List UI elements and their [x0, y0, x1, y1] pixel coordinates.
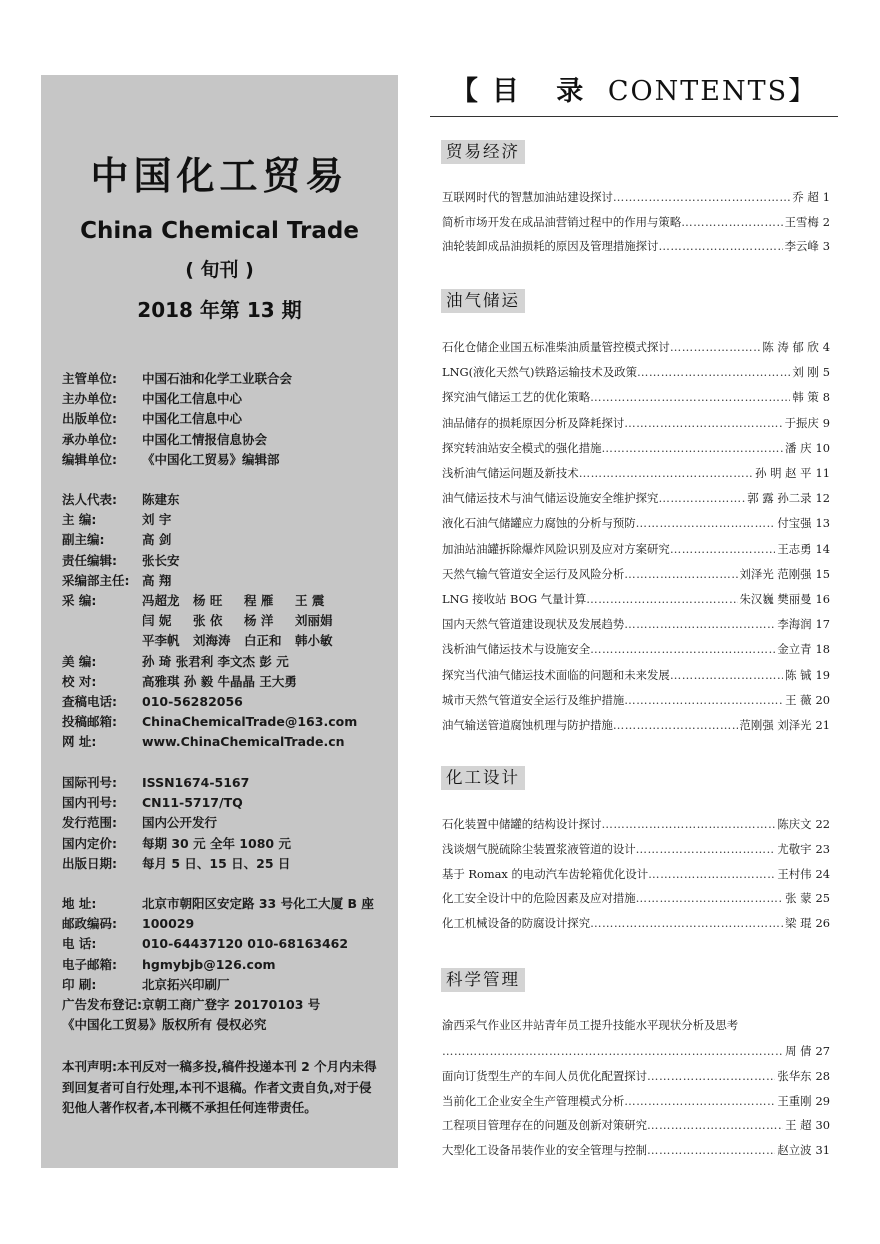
field-value: 中国化工信息中心 — [142, 411, 243, 427]
toc-entry[interactable] — [442, 513, 830, 533]
field-label: 查稿电话: — [62, 693, 117, 709]
leader-dots — [647, 1066, 775, 1086]
masthead-panel — [41, 75, 398, 1168]
unit-row — [62, 450, 392, 470]
toc-entry-title: 液化石油气储罐应力腐蚀的分析与预防 — [442, 516, 636, 531]
toc-entry-title: 石化装置中储罐的结构设计探讨 — [442, 817, 602, 831]
field-value: 孙 琦 张君利 李文杰 彭 元 — [142, 653, 289, 669]
contact-row — [62, 934, 392, 954]
field-value: 国内公开发行 — [142, 815, 218, 831]
toc-entry-author: 陈 铖 — [785, 667, 812, 682]
field-label: 发行范围: — [62, 815, 117, 831]
toc-entry[interactable] — [442, 1115, 830, 1135]
toc-entry-page: 14 — [815, 541, 830, 556]
contents-heading-en: CONTENTS】 — [607, 76, 818, 107]
toc-entry[interactable] — [442, 212, 830, 232]
contact-row — [62, 975, 392, 995]
toc-entry[interactable] — [442, 413, 830, 433]
editor-name: 白正和 — [244, 633, 282, 649]
editor-name: 杨 旺 — [193, 592, 223, 608]
toc-entry-author: 王 薇 — [785, 692, 812, 707]
field-label: 主办单位: — [62, 391, 117, 407]
toc-entry[interactable] — [442, 539, 830, 559]
leader-dots — [590, 387, 790, 407]
toc-entry-title: 油气储运技术与油气储运设施安全维护探究 — [442, 491, 659, 506]
staff-row — [62, 530, 392, 550]
toc-entry[interactable] — [442, 614, 830, 634]
field-label: 印 刷: — [62, 976, 97, 992]
toc-entry-page: 31 — [815, 1143, 830, 1158]
toc-entry-title: 加油站油罐拆除爆炸风险识别及应对方案研究 — [442, 541, 670, 556]
leader-dots — [681, 212, 782, 232]
toc-entry[interactable] — [442, 187, 830, 207]
toc-entry-page: 29 — [815, 1093, 830, 1108]
field-value: 中国石油和化学工业联合会 — [142, 371, 293, 386]
toc-entry-title: 浅谈烟气脱硫除尘装置浆液管道的设计 — [442, 841, 636, 856]
field-value: 陈建东 — [142, 492, 180, 507]
unit-row — [62, 430, 392, 450]
field-value: 高 剑 — [142, 532, 172, 548]
staff-row — [62, 652, 392, 672]
toc-entry-title: 天然气输气管道安全运行及风险分析 — [442, 566, 625, 581]
toc-entry-title: 简析市场开发在成品油营销过程中的作用与策略 — [442, 214, 682, 229]
toc-entry-author: 金立青 — [777, 642, 812, 657]
toc-entry-author: 李海润 — [777, 617, 812, 632]
toc-entry-title: 国内天然气管道建设现状及发展趋势 — [442, 617, 625, 632]
toc-entry-title: 油气输送管道腐蚀机理与防护措施 — [442, 718, 613, 732]
toc-entry-page: 20 — [815, 692, 830, 707]
toc-entry[interactable] — [442, 1066, 830, 1086]
toc-entry-author: 刘 刚 — [792, 365, 819, 380]
field-label: 责任编辑: — [62, 552, 117, 568]
journal-issue: 2018 年第 13 期 — [137, 298, 302, 322]
contact-row — [62, 894, 392, 914]
field-value: 010-64437120 010-68163462 — [142, 936, 349, 952]
toc-entry-title: 互联网时代的智慧加油站建设探讨 — [442, 190, 613, 204]
field-label: 副主编: — [62, 532, 105, 548]
leader-dots — [624, 690, 783, 710]
leader-dots — [613, 715, 738, 735]
field-label: 美 编: — [62, 653, 97, 669]
field-value: 张长安 — [142, 552, 180, 568]
toc-entry-page: 11 — [815, 466, 830, 480]
toc-entry-page: 22 — [815, 817, 830, 831]
editor-name: 张 依 — [193, 613, 223, 629]
toc-entry[interactable] — [442, 1140, 830, 1160]
field-label: 国内定价: — [62, 835, 117, 851]
toc-entry-page: 15 — [815, 566, 830, 581]
toc-entry-author: 王村伟 — [777, 866, 812, 881]
toc-entry-author: 于振庆 — [784, 415, 819, 430]
editors-row — [62, 591, 392, 611]
toc-entry-page: 5 — [822, 365, 830, 380]
toc-entry[interactable] — [442, 387, 830, 407]
toc-entry-page: 25 — [815, 891, 830, 906]
field-label: 邮政编码: — [62, 916, 117, 932]
field-value: ISSN1674-5167 — [142, 775, 250, 790]
toc-entry[interactable] — [442, 438, 830, 458]
staff-row — [62, 672, 392, 692]
toc-entry-page: 24 — [815, 866, 830, 881]
toc-entry-author: 李云峰 — [784, 239, 819, 253]
toc-entry-title: 探究当代油气储运技术面临的问题和未来发展 — [442, 667, 670, 682]
toc-entry-author: 范刚强 刘泽光 — [739, 718, 812, 732]
toc-entry[interactable] — [442, 236, 830, 256]
field-label — [62, 611, 142, 631]
staff-row — [62, 712, 392, 732]
toc-entry-title: 面向订货型生产的车间人员优化配置探讨 — [442, 1068, 648, 1083]
toc-entry-title: 探究转油站安全模式的强化措施 — [442, 440, 602, 455]
editor-name: 冯超龙 — [142, 592, 180, 608]
field-value: hgmybjb@126.com — [142, 956, 276, 972]
toc-entry-author: 孙 明 赵 平 — [755, 466, 812, 480]
unit-row — [62, 369, 392, 389]
toc-entry[interactable] — [442, 1041, 830, 1061]
field-label — [62, 631, 142, 651]
field-label: 编辑单位: — [62, 451, 117, 467]
toc-entry[interactable] — [442, 337, 830, 357]
field-label: 采编部主任: — [62, 572, 130, 588]
toc-entry-title: 化工安全设计中的危险因素及应对措施 — [442, 891, 636, 906]
field-value: 010-56282056 — [142, 693, 243, 709]
field-value: www.ChinaChemicalTrade.cn — [142, 734, 345, 750]
toc-entry-page: 28 — [815, 1068, 830, 1083]
staff-row — [62, 732, 392, 752]
toc-entry-page: 27 — [815, 1044, 830, 1058]
journal-frequency: ( 旬刊 ) — [185, 259, 254, 281]
toc-entry-title: 油品储存的损耗原因分析及降耗探讨 — [442, 415, 625, 430]
toc-entry[interactable] — [442, 589, 830, 609]
toc-entry[interactable] — [442, 463, 830, 483]
toc-entry-author: 王重刚 — [777, 1093, 812, 1108]
toc-entry-title: 石化仓储企业国五标准柴油质量管控模式探讨 — [442, 340, 670, 354]
section-heading: 油气储运 — [441, 289, 525, 313]
toc-entry-title: 探究油气储运工艺的优化策略 — [442, 390, 591, 405]
toc-entry[interactable] — [442, 1091, 830, 1111]
toc-entry[interactable] — [442, 488, 830, 508]
editor-name: 韩小敏 — [295, 633, 333, 649]
contact-row — [62, 955, 392, 975]
staff-row — [62, 692, 392, 712]
section-heading: 科学管理 — [441, 968, 525, 992]
toc-entry-author: 潘 庆 — [785, 440, 812, 455]
field-label: 出版日期: — [62, 855, 117, 871]
field-label: 国际刊号: — [62, 775, 117, 790]
toc-entry[interactable] — [442, 690, 830, 710]
leader-dots — [647, 1115, 783, 1135]
staff-row — [62, 571, 392, 591]
field-value: ChinaChemicalTrade@163.com — [142, 714, 358, 730]
toc-entry-author: 陈 涛 郁 欣 — [762, 340, 819, 354]
toc-entry-page: 13 — [815, 516, 830, 531]
leader-dots — [601, 814, 775, 834]
contact-block — [62, 894, 392, 995]
leader-dots — [613, 187, 790, 207]
toc-entry-author: 乔 超 — [792, 190, 819, 204]
leader-dots — [590, 639, 775, 659]
toc-entry-page: 16 — [815, 592, 830, 606]
journal-notice: 本刊声明:本刊反对一稿多投,稿件投递本刊 2 个月内未得到回复者可自行处理,本刊不退稿。作者文责自负,对于侵犯他人著作权者,本刊概不承担任何连带责任。 — [62, 1059, 377, 1115]
toc-entry-title: 城市天然气管道安全运行及维护措施 — [442, 692, 625, 707]
editor-name: 杨 洋 — [244, 613, 274, 629]
field-label: 法人代表: — [62, 492, 117, 507]
field-label: 校 对: — [62, 673, 97, 689]
leader-dots — [636, 839, 776, 859]
toc-entry-page: 9 — [822, 415, 830, 430]
editor-name: 平李帆 — [142, 633, 180, 649]
field-label: 出版单位: — [62, 411, 117, 427]
toc-entry-author: 王志勇 — [777, 541, 812, 556]
field-value: 每期 30 元 全年 1080 元 — [142, 835, 291, 851]
toc-entry[interactable] — [442, 839, 830, 859]
editor-name: 程 雁 — [244, 592, 274, 608]
toc-entry-author: 郭 露 孙二录 — [747, 491, 812, 506]
toc-entry-page: 3 — [822, 239, 830, 253]
leader-dots — [636, 888, 783, 908]
staff-block — [62, 490, 392, 752]
units-block — [62, 369, 392, 470]
toc-entry-page: 8 — [822, 390, 830, 405]
toc-entry-author: 刘泽光 范刚强 — [739, 566, 812, 581]
leader-dots — [442, 1041, 783, 1061]
toc-entry-author: 王雪梅 — [784, 214, 819, 229]
pub-block — [62, 773, 392, 874]
toc-entry[interactable] — [442, 564, 830, 584]
toc-entry-author: 梁 琨 — [785, 916, 812, 931]
pub-row — [62, 834, 392, 854]
journal-title-en: China Chemical Trade — [80, 218, 359, 244]
pub-row — [62, 773, 392, 793]
field-value: 《中国化工贸易》编辑部 — [142, 451, 280, 467]
toc-entry-page: 4 — [822, 340, 830, 354]
staff-row — [62, 510, 392, 530]
toc-entry-title: 油轮装卸成品油损耗的原因及管理措施探讨 — [442, 239, 659, 253]
toc-entry[interactable] — [442, 888, 830, 908]
unit-row — [62, 389, 392, 409]
editor-names — [142, 611, 392, 631]
field-value: 北京市朝阳区安定路 33 号化工大厦 B 座 — [142, 896, 374, 911]
toc-entry-title: LNG(液化天然气)铁路运输技术及政策 — [442, 365, 637, 380]
editor-name: 闫 妮 — [142, 613, 172, 629]
journal-title-cn: 中国化工贸易 — [90, 154, 349, 198]
editors-row — [62, 611, 392, 631]
editor-name: 刘海涛 — [193, 633, 231, 649]
contents-heading — [430, 72, 838, 117]
editor-names — [142, 591, 392, 611]
toc-entry-page: 19 — [815, 667, 830, 682]
field-label: 采 编: — [62, 592, 97, 608]
toc-entry-page: 10 — [815, 440, 830, 455]
toc-entry-title: 渝西采气作业区井站青年员工提升技能水平现状分析及思考 — [442, 1018, 739, 1032]
leader-dots — [658, 488, 745, 508]
unit-row — [62, 409, 392, 429]
toc-entry-title: 当前化工企业安全生产管理模式分析 — [442, 1093, 625, 1108]
leader-dots — [648, 864, 775, 884]
leader-dots — [590, 913, 783, 933]
toc-entry-title: LNG 接收站 BOG 气量计算 — [442, 592, 587, 606]
leader-dots — [636, 513, 776, 533]
toc-entry-author: 王 超 — [785, 1118, 812, 1133]
field-value: CN11-5717/TQ — [142, 795, 243, 811]
field-label: 主管单位: — [62, 371, 117, 386]
field-value: 北京拓兴印刷厂 — [142, 976, 230, 992]
toc-entry-page: 12 — [815, 491, 830, 506]
toc-entry-author: 韩 策 — [792, 390, 819, 405]
leader-dots — [624, 413, 782, 433]
toc-entry-page: 30 — [815, 1118, 830, 1133]
editor-names — [142, 631, 392, 651]
toc-entry-page: 23 — [815, 841, 830, 856]
toc-entry-title: 浅析油气储运技术与设施安全 — [442, 642, 591, 657]
leader-dots — [601, 438, 783, 458]
toc-entry-page: 18 — [815, 642, 830, 657]
toc-entry-author: 朱汉巍 樊丽曼 — [739, 592, 812, 606]
field-value: 每月 5 日、15 日、25 日 — [142, 855, 291, 871]
leader-dots — [647, 1140, 775, 1160]
toc-entry-page: 17 — [815, 617, 830, 632]
field-label: 承办单位: — [62, 431, 117, 447]
ad-registration: 广告发布登记:京朝工商广登字 20170103 号 — [62, 997, 321, 1012]
toc-entry-author: 周 倩 — [785, 1044, 812, 1058]
field-label: 地 址: — [62, 896, 97, 911]
field-label: 国内刊号: — [62, 795, 117, 811]
legal-block — [62, 995, 392, 1035]
section-heading: 贸易经济 — [441, 140, 525, 164]
toc-entry-author: 尤敬宇 — [777, 841, 812, 856]
toc-entry-title: 浅析油气储运问题及新技术 — [442, 466, 579, 480]
toc-entry-page: 1 — [822, 190, 830, 204]
staff-row — [62, 551, 392, 571]
field-value: 高 翔 — [142, 572, 172, 588]
toc-entry-author: 张 蒙 — [785, 891, 812, 906]
field-value: 100029 — [142, 916, 195, 932]
leader-dots — [624, 564, 737, 584]
toc-entry[interactable] — [442, 864, 830, 884]
section-heading: 化工设计 — [441, 766, 525, 790]
field-label: 投稿邮箱: — [62, 714, 117, 730]
toc-entry-title: 化工机械设备的防腐设计探究 — [442, 916, 591, 931]
field-value: 刘 宇 — [142, 512, 172, 528]
editor-name: 刘丽娟 — [295, 613, 333, 629]
pub-row — [62, 793, 392, 813]
toc-entry-author: 张华东 — [777, 1068, 812, 1083]
toc-entry-page: 26 — [815, 916, 830, 931]
leader-dots — [670, 539, 775, 559]
field-label: 网 址: — [62, 734, 97, 750]
leader-dots — [586, 589, 737, 609]
field-label: 主 编: — [62, 512, 97, 528]
leader-dots — [637, 362, 790, 382]
field-value: 中国化工情报信息协会 — [142, 431, 268, 447]
toc-entry-author: 赵立波 — [777, 1143, 812, 1158]
leader-dots — [670, 665, 783, 685]
leader-dots — [670, 337, 760, 357]
toc-entry[interactable] — [442, 715, 830, 735]
field-label: 电 话: — [62, 936, 97, 952]
toc-entry[interactable] — [442, 639, 830, 659]
copyright: 《中国化工贸易》版权所有 侵权必究 — [62, 1017, 267, 1033]
toc-entry-title: 基于 Romax 的电动汽车齿轮箱优化设计 — [442, 866, 649, 881]
toc-entry[interactable] — [442, 665, 830, 685]
field-value: 高雅琪 孙 毅 牛晶晶 王大勇 — [142, 673, 297, 689]
toc-entry[interactable] — [442, 362, 830, 382]
leader-dots — [624, 1091, 775, 1111]
pub-row — [62, 854, 392, 874]
toc-entry[interactable] — [442, 814, 830, 834]
contents-heading-cn: 【目 录 — [450, 76, 598, 107]
editors-row — [62, 631, 392, 651]
toc-entry-author: 付宝强 — [777, 516, 812, 531]
toc-entry-title: 大型化工设备吊装作业的安全管理与控制 — [442, 1143, 648, 1158]
field-label: 电子邮箱: — [62, 956, 117, 972]
editor-name: 王 震 — [295, 592, 325, 608]
leader-dots — [579, 463, 753, 483]
toc-entry-page: 21 — [815, 718, 830, 732]
field-value: 中国化工信息中心 — [142, 391, 243, 407]
toc-entry[interactable] — [442, 913, 830, 933]
pub-row — [62, 813, 392, 833]
toc-entry-author: 陈庆文 — [777, 817, 812, 831]
leader-dots — [658, 236, 782, 256]
staff-row — [62, 490, 392, 510]
toc-entry-title: 工程项目管理存在的问题及创新对策研究 — [442, 1118, 648, 1133]
contact-row — [62, 914, 392, 934]
leader-dots — [624, 614, 775, 634]
toc-entry-page: 2 — [822, 214, 830, 229]
